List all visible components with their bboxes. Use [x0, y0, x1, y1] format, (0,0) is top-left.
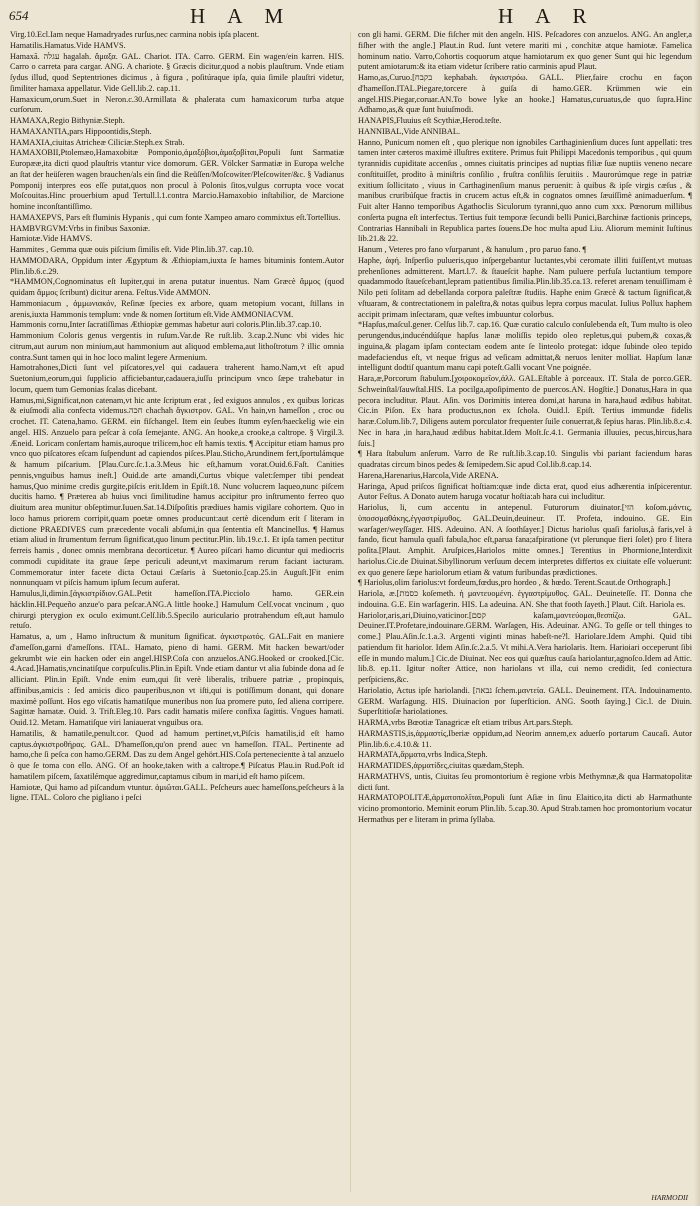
running-head-right: H A R [498, 4, 596, 28]
dictionary-entry: HAMAXEPVS, Pars eſt fluminis Hypanis , qui cum fonte Xampeo amaro commixtus eſt.Tortellius. [10, 212, 341, 222]
dictionary-entry: HAMAXA,Regio Bithyniæ.Steph. [10, 116, 125, 125]
dictionary-entry: Harena,Harenarius,Harcola,Vide ARENA. [358, 470, 499, 480]
dictionary-entry: Hanno, Punicum nomen eſt , quo plerique non ignobiles Carthaginienſium duces ſunt appellati: tres tamen inter cæteros maximè illuſtres extitere. Primus fuit Philippi Macedonis temporibus , qui quum tyrannidis cupiditate accenſus , omnes ciuitatis principes ad nuptias filiæ ſuæ nuptiis veneno necare conſtituiſſet, prodito à miniſtris conſilio , fruſtra conſiliis ſeruitiis . Maurorúmque rege in patriæ exitium ſollicitato , viuus in Carthaginenſium manus peruenit: à quibus & ipſe virgis cæſus , & manibus cruribúſque fractis in crucem actus eſt,& in cognatos omnes ſæuiſſimè animaduerſum. ¶ Fuit alter Hanno temporibus Agathoclis Siculorum tyranni,quo anno cum xxx. Pœnorum millibus conſerta pugna eſt interfectus. Tertius fuit temporæ ſecundi belli Punici,Barchinæ factionis princeps, Contrarias Hannibali in Republica partes ſouens.De hoc multa apud Liu. Aliorum meminit Iuſtinus lib.21.& 22. [358, 137, 692, 244]
dictionary-entry: HAMBVRGVM:Vrbs in finibus Saxoniæ. [10, 223, 151, 233]
dictionary-entry: Hamo,as,Curuo.[בקבח kephabah. ἀγκιστρόω. GALL. Plier,faire crochu en façon d'hameſſon.ITAL.Piegare,torcere à guiſa di hamo.GER. Krümmen wie ein angel.HIS.Piegar,coruar.AN.To bowe lyke an hooke.] Hamatus,curuatus,de quo ſupra.Hinc Adhamo,as,& quæ ſunt huiuſmodi. [358, 73, 692, 115]
dictionary-entry: Hariola, æ.[כסמת koſemeth. ἡ μαντευομένη. ἐγγαστρίμυθος. GAL. Deuineteſſe. IT. Donna che indouina. G.E. Ein warſagerin. HIS. La adeuina. AN. She that footh ſayeth.] Plaut. Ciſt. Hariola es. [358, 589, 692, 609]
dictionary-entry: Hamaxicum,orum.Suet in Neron.c.30.Armillata & phalerata cum hamaxicorum turba atque curſorum. [10, 94, 344, 115]
dictionary-entry: Hamatus, a, um , Hamo inſtructum & munitum ſignificat. ἀγκιστρωτός. GAL.Fait en maniere d'ameſſon,garni d'ameſſons. ITAL. Hamato, pieno di hami. GERM. Mit hacken bewart/oder gekrumbt wie ein hacken oder ein angel.HISP.Coſa con anzuelos.ANG.Hooked or crooked.[Cic. 4.Acad.]Hamatis,vncinatiſque corpuſculis.Plin.in Epiſt. Vnde etiam dantur vt alia ſubinde dona ad ſe alliciant. Plin.in Epiſt. Vnde enim eum,qui ſit verè liberalis, tribuere patriæ , propinquis, affinibus,amicis : ſed amicis dico pauperibus,non vt iſti,qui is potiſſimum donant, qui donare maximè poſſunt. Hos ego viſcatis hamatiſque muneribus non ſua promere puto, ſed aliena corripere. Sagittæ hamatæ. Ouid. 3. Triſt.Eleg.10. Pars cadit hamatis miſere confixa ſagittis. Vngues hamati. Ouid.12. Metam. Hamatiſque viri laniauerat vnguibus ora. [10, 632, 344, 727]
left-column [10, 30, 344, 1192]
dictionary-entry: Hamus,mi,Significat,non catenam,vt hic ante ſcriptum erat , ſed exiguos annulos , ex quibus loricas & eiuſmodi alia confecta videmus.חכה chachah ἄγκιστρον. GAL. Vn hain,vn hameſſon , croc ou crochet. IT. Catena,hamo. GERM. ein fiſchangel. Item ein ſeubes ſtumm eyſen/haeckelig wie ein angel. HIS. Anzuelo para peſcar à coſa ſemejante. ANG. An hooke,a crooke,a caltrope. § Virgil.3. Æneid. Loricam conſertam hamis,auroque trilicem,hoc eſt hamis textis. ¶ Accipitur etiam hamus pro vnco quo piſcatores eſcam ſuſpendunt ad capiendos piſces.Plau.Sticho,Arundinem fert,ſportulámque & hamum piſcarium. [Plau.Curc.ſc.1.a.3.Meus hic eſt,hamum vorat.Ouid.6.Faſt. Canities pennis,vnguibus hamus ineſt.] Ouid.de arte amandi,Curtus vbique valet:ſemper tibi pendeat hamus,Quo minime credis gurgite,piſcis erit.Idem in Epiſt.18. Nunc volucrem laqueo,nunc piſcem ducitis hamo. ¶ Præterea ab huius vnci ſimilitudine hamus accipitur pro inſtrumento ferreo quo diuitum area munitur obſeptimur.Iuuen.Sat.14.Diſpoſitis prædiues hamis vigilare cohortem. Quo in loco hamus priorem corripit,quam poetæ omnes producunt:aut certè dicendum erit ſ literam in dictione PRAEDIVES cum præcedente vocali abſumi,in qua ſententia eſt Mancinellus. ¶ Hamus etiam aliud in ſtrumentum ferrum ſignificat,quo linum pectitur.Plin. lib.19.c.1. Et ipſa tamen pectitur ferreis hamis , donec omnis membrana decorticetur. ¶ Aureo piſcari hamo dicuntur qui mediocris commodi cupiditate ita graue ſæpe periculi adeunt,vt maximarum rerum faciant iacturam. Commemoratur inter facete dicta Octaui Cæſaris à Suetonio.[cap.25.in Auguſt.]Fit enim nonnunquam vt piſcis hamum ipſum ſecum auferat. [10, 395, 344, 588]
dictionary-entry: ¶ Hariolus,olim fariolus:vt fordeum,fœdus,pro hordeo , & hœdo. Terent.Scaut.de Orthograph.] [358, 578, 671, 588]
dictionary-entry: ¶ Hara ſtabulum anſerum. Varro de Re ruſt.lib.3.cap.10. Singulis vbi pariant faciendum haras quadratas circum binos pedes & ſemipedem.Sic apud Col.lib.8.cap.14. [358, 449, 692, 469]
dictionary-entry: Hamatilis.Hamatus.Vide HAMVS. [10, 40, 126, 50]
dictionary-entry: HARMA,vrbs Bœotiæ Tanagricæ eſt etiam tribus Art.pars.Steph. [358, 718, 573, 727]
dictionary-entry: Hariolus, li, cum accentu in antepenul. Futurorum diuinator.[הזי koſom.μάντις, ὑποσσμαθάκης,ἐγγαστρίμυθος. GAL.Deuin,deuineur. IT. Profeta, indouino. GE. Ein warſager/weyſſager. HIS. Adeuino. AN. A ſoothſayer.] Dictus hariolus quaſi fariolus,à faris,vel à fando, ficut hamula quaſi fabula,hoc eſt,parua fana;afpiratione (vt plerunque fieri ſolet) pro f litera poſita.[Plaut. Amphit. Aruſpices,Hariolos mitte omnes.] Terentius in Phormione,Interdixit hariolus.Cic.de Diuinat.Sibyllinorum verſuum decem interpretes differtos ex ciuitate eſſe voluerunt: ex quo genere ſæpe hariolorum etiam & vatum furibundas prædictiones. [358, 503, 692, 577]
dictionary-entry: Hamatilis, & hamatile,penult.cor. Quod ad hamum pertinet,vt,Piſcis hamatilis,id eſt hamo captus.ἀγκιστροθήρας. GAL. D'hameſſon,qu'on prend auec vn hameſſon. ITAL. Pertinente ad hamo,che ſi peſca con hamo.GERM. Das zu dem Angel gehört.HIS.Coſa pertenecientte à tal anzuelo ò que ſe toma con ello. ANG. Of an hooke,taken with a caltrope.¶ Piſcatus Plau.in Rud.Poſt id hamatilem piſcem, ſaxatilémque aggredimur,captamus cibum in mari,id eſt hamo piſcem. [10, 728, 344, 781]
dictionary-entry: *Hapſus,maſcul.gener. Celſus lib.7. cap.16. Quæ curatio calculo conſulebenda eſt, Tum multo is oleo perungendus,inducéndúſque hapſus lanæ moliſſis tepido oleo repletus,qui pubem,& coxas,& inguina,& plagam ipſam contectam eodem ante ſe linteolo protegat: idque ſubinde oleo tepido madefaciendus eſt, vt neque frigus ad veſicam admittat,& neruos leniter molliat. Hapſum lanæ intelligunt dodtiſ quantum manu capi poteſt.Galli vocant Vne poignée. [358, 320, 692, 373]
dictionary-entry: *HAMMON,Cognominatus eſt Iupiter,qui in arena putatur inuentus. Nam Græcè ἄμμος (quod quidam ἄμμος ſcribunt) dicitur arena. Feſtus.Vide AMMON. [10, 277, 344, 297]
dictionary-entry: Hariolatio, Actus ipſe hariolandi. [נבאה ſchem.μαντεία. GALL. Deuinement. ITA. Indouinamento. GERM. Warſagung. HIS. Diuinacion por ſuperſticion. ANG. Sooth ſaying.] Cic.l. de Diuin. Superſtitioſæ hariolationes. [358, 685, 692, 717]
dictionary-entry: Haphe, ἁφή. Inſperſio pulueris,quo inſpergebantur luctantes,vbi ceromate illiti fuiſſent,vt mutuas prehenſiones admitterent. Mart.l.7. & ſtaueſcit haphe. Nam puluere perfuſa luctantium tempore quadammodo ſtaueſcebant,lepram patientibus ſimilia.Plin.lib.35.ca.13. referet arenam tenuiſſimam è Nilo peti ſolitam ad debellanda corpora paleſtræ ſtudiis. Haphe enim Græcè & tactum ſignificat,& vſtuaram, & contrectationem in paleſtra,& notas quibus lepra corpus maculat. Iulius Pollux haphem accipit primam inſectaram, quæ veſtes imbuuntur colorbus. [358, 255, 692, 319]
running-head-left: H A M [190, 4, 293, 28]
dictionary-entry: Hamiotæ.Vide HAMVS. [10, 234, 93, 244]
dictionary-entry: HANAPIS,Fluuius eſt Scythiæ,Herod.teſte. [358, 116, 502, 125]
dictionary-entry: HANNIBAL,Vide ANNIBAL. [358, 126, 461, 136]
dictionary-entry: Virg.10.Ecl.Iam neque Hamadryades rurſus,nec carmina nobis ipſa placent. [10, 30, 260, 39]
dictionary-entry: Hariolor,aris,ari,Diuino,vaticinor.[קסם kaſam,μαντεύομαι,θεσπίζω. GAL. Deuiner.IT.Profetare,indouinare.GERM. Warſagen, His. Adeuinar. ANG. To geſſe or tell thinges to come.] Plau.Aſin.ſc.1.a.3. Argenti viginti minas habeſt-ne?l. Hariolare.Idem Amphi. Quid tibi patiendum fit hariolor. Idem Aſin.ſc.2.a.5. Vt mihi.A.Vera hariolaris. Item. Harioiari occeperunt ſibi eſſe in mundo malum.] Cic.de Diuinat. Nec eos qui quæſtus cauſa hariolantur,agnoſco.Idem ad Attic. lib.8. ep.11. Igitur noſter Attice, non hariolans vt illa, cui nemo credidit, ſed coniectura perſpiciens,&c. [358, 610, 692, 684]
dictionary-entry: HAMAXOBII,Ptolemæo,Hamaxobitæ Pomponio,ἁμαξόβιοι,ἁμαξοβίται,Populi ſunt Sarmatiæ Europææ,ita dicti quod plauſtris vtantur vice domorum. GER. Völcker Sarmatiæ in Europa welche an ſtat der heüſeren wagen brauchen/als ein ſind die Reüſſen/Moſcowiter/Pleſcowiter/&c. § Vadianus Pomponij interpres eos eſſe putat,quos non procul à Polonis ſitos,vulgus corrupta voce vocat Moſcouitas.Hinc prouerbium apud Tertull.l.1.contra Marcio.Hamaxobio inſtabilior, de Marcione homine inconſtantiſſimo. [10, 148, 344, 211]
dictionary-entry: Hammites , Gemma quæ ouis piſcium ſimilis eſt. Vide Plin.lib.37. cap.10. [10, 245, 254, 254]
dictionary-entry: Hamotrahones,Dicti ſunt vel piſcatores,vel qui cadauera traherent hamo.Nam,vt eſt apud Suetonium,eorum,qui ſupplicio afficiebantur,cadauera,iuſſu principum vnco ſæpe trahebatur in locum, quem tum Gemonias ſcalas dicebant. [10, 363, 344, 394]
dictionary-entry: HARMATIDES,ἁρματίδες,ciuitas quædam,Steph. [358, 761, 525, 770]
dictionary-entry: Haringa, Apud priſcos ſignificat hoſtiam:quæ inde dicta erat, quod eius adhærentia inſpicerentur. Autor Feſtus. A Donato autem haruga vocatur hoſtia:ab hara cui includitur. [358, 481, 692, 502]
dictionary-entry: HAMAXIA,ciuitas Atricheæ Ciliciæ.Steph.ex Strab. [10, 137, 185, 147]
dictionary-entry: Hanum , Veteres pro fano vſurparunt , & hanulum , pro paruo fano. ¶ [358, 245, 587, 254]
dictionary-entry: HARMATOPOLITÆ,ἁρματοπολῖται,Populi ſunt Aſiæ in ſinu Elaitico,ita dicti ab Harmathunte vicino promontorio. Meminit eorum Plin.lib. 5.cap.30. Apud Strab.tamen hoc promontorium vocatur Hermathus per e literam in prima ſyllaba. [358, 793, 692, 824]
page-edge-shadow [694, 0, 700, 1206]
dictionary-entry: Hammoniacum , ἀμμωνιακόν, Reſinæ ſpecies ex arbore, quam metopium vocant, ſtillans in arenis,iuxta Hammonis templum: vnde & nomen ſortitum eſt.Vide AMMONIACVM. [10, 298, 344, 319]
dictionary-entry: Hamaxā. עגלה hagalah. ἅμαξα. GAL. Chariot. ITA. Carro. GERM. Ein wagen/ein karren. HIS. Carro o carreta para cargar. ANG. A chariote. § Græcis dicitur,quod a nobis plauſtrum. Vnde etiam ſydus illud, quod Septentriones dicimus , à figura , poſitúraque ipſa, quia ſimile plauſtri videtur, ſimiliter hamaxa appellatur. Vide Gell.lib.2. cap.11. [10, 51, 344, 93]
dictionary-entry: con gli hami. GERM. Die fiſcher mit den angeln. HIS. Peſcadores con anzuelos. ANG. An angler,a fiſher with the angle.] Plaut.in Rud. ſunt vetere mariti mi , conchitæ atque hamiotæ. Famelica hominum natio. Varro,Cohortis coquorum atque hamiotarum ex quo gener Sunt qui hic legendum putent amiotarum:& ita etiam videtur ſcribere ratio carminis apud Plaut. [358, 30, 692, 72]
dictionary-entry: HARMATHVS, untis, Ciuitas ſeu promontorium è regione vrbis Methymnæ,& qua Harmatopolitæ dicti ſunt. [358, 771, 692, 792]
dictionary-entry: Hamiotæ, Qui hamo ad piſcandum vtuntur. ἁμιῶται.GALL. Peſcheurs auec hameſſons,peſcheurs à la ligne. ITAL. Coloro che pigliano i peſci [10, 782, 344, 803]
dictionary-entry: HARMASTIS,is,ἁρμαστίς,Iberiæ oppidum,ad Neorim annem,ex aduerſo portarum Caucaſi. Autor Plin.lib.6.c.4.10.& 11. [358, 728, 692, 749]
dictionary-entry: Hamulus,li,dimin.[ἀγκιστρίδιον.GAL.Petit hameſſon.ITA.Picciolo hamo. GER.ein häcklin.HI.Pequeño anzue'o para peſcar.ANG.A little hooke.] Hamulum Celſ.vocat vncinum , quo chirurgi pterygion ex oculo eximunt.Celſ.lib.5.Specilo auriculario protrahendum eſt,aut hamulo retuſo. [10, 589, 344, 631]
dictionary-entry: HAMMODARA, Oppidum inter Ægyptum & Æthiopiam,iuxta ſe hames bituminis fontem.Autor Plin.lib.6.c.29. [10, 255, 344, 276]
dictionary-entry: Hammonis cornu,Inter ſacratiſſimas Æthiopiæ gemmas habetur auri coloris.Plin.lib.37.cap.10. [10, 320, 322, 330]
dictionary-entry: Hara,æ,Porcorum ſtabulum.[χοιροκομεῖον,ἀλλ. GAL.Eſtable à porceaux. IT. Stala de porco.GER. Schweinſtal/ſauwſtal.HIS. La pocilga,apoſipimento de puercos.AN. Hogſtie.] Donatus,Hara in qua pecora includitur. Plaut. Aſin. vos Dorimitis interea domi,at haruna in hara,haud ædibus habitat. Cic.in Piſon. Ex hara productus,non ex ſchola. Ouid.l. Epiſt. Tertius immundæ fidelis haræ.Colum.lib.7, Diligens autem porculator frequenter ſuile conuerrat,& ſepius haras. Plin.lib.8.c.4. Nec in hara ,in hara,haud ædibus habitat.Idem Moſt.ſc.4.1. Germania illuuies, pecus,hircus,hara ſuis.] [358, 374, 692, 448]
page-number: 654 [9, 8, 29, 23]
column-gutter [350, 32, 351, 1192]
dictionary-entry: HARMATA,ἅρματα,vrbs Indica,Steph. [358, 750, 488, 760]
catchword: HARMODII [651, 1193, 688, 1202]
right-column [358, 30, 692, 1192]
dictionary-entry: HAMAXANTIA,pars Hippoontidis,Steph. [10, 126, 152, 136]
dictionary-entry: Hammonium Coloris genus vergentis in ruſum.Var.de Re ruſt.lib. 3.cap.2.Nunc vbi vides hic citrum,aut aurum non minium,aut hammonium aut aliquod emblema,aut lithoſtrotum ? illic omnia contra.Sunt tamen qui in hoc loco malint legere Armenium. [10, 331, 344, 362]
